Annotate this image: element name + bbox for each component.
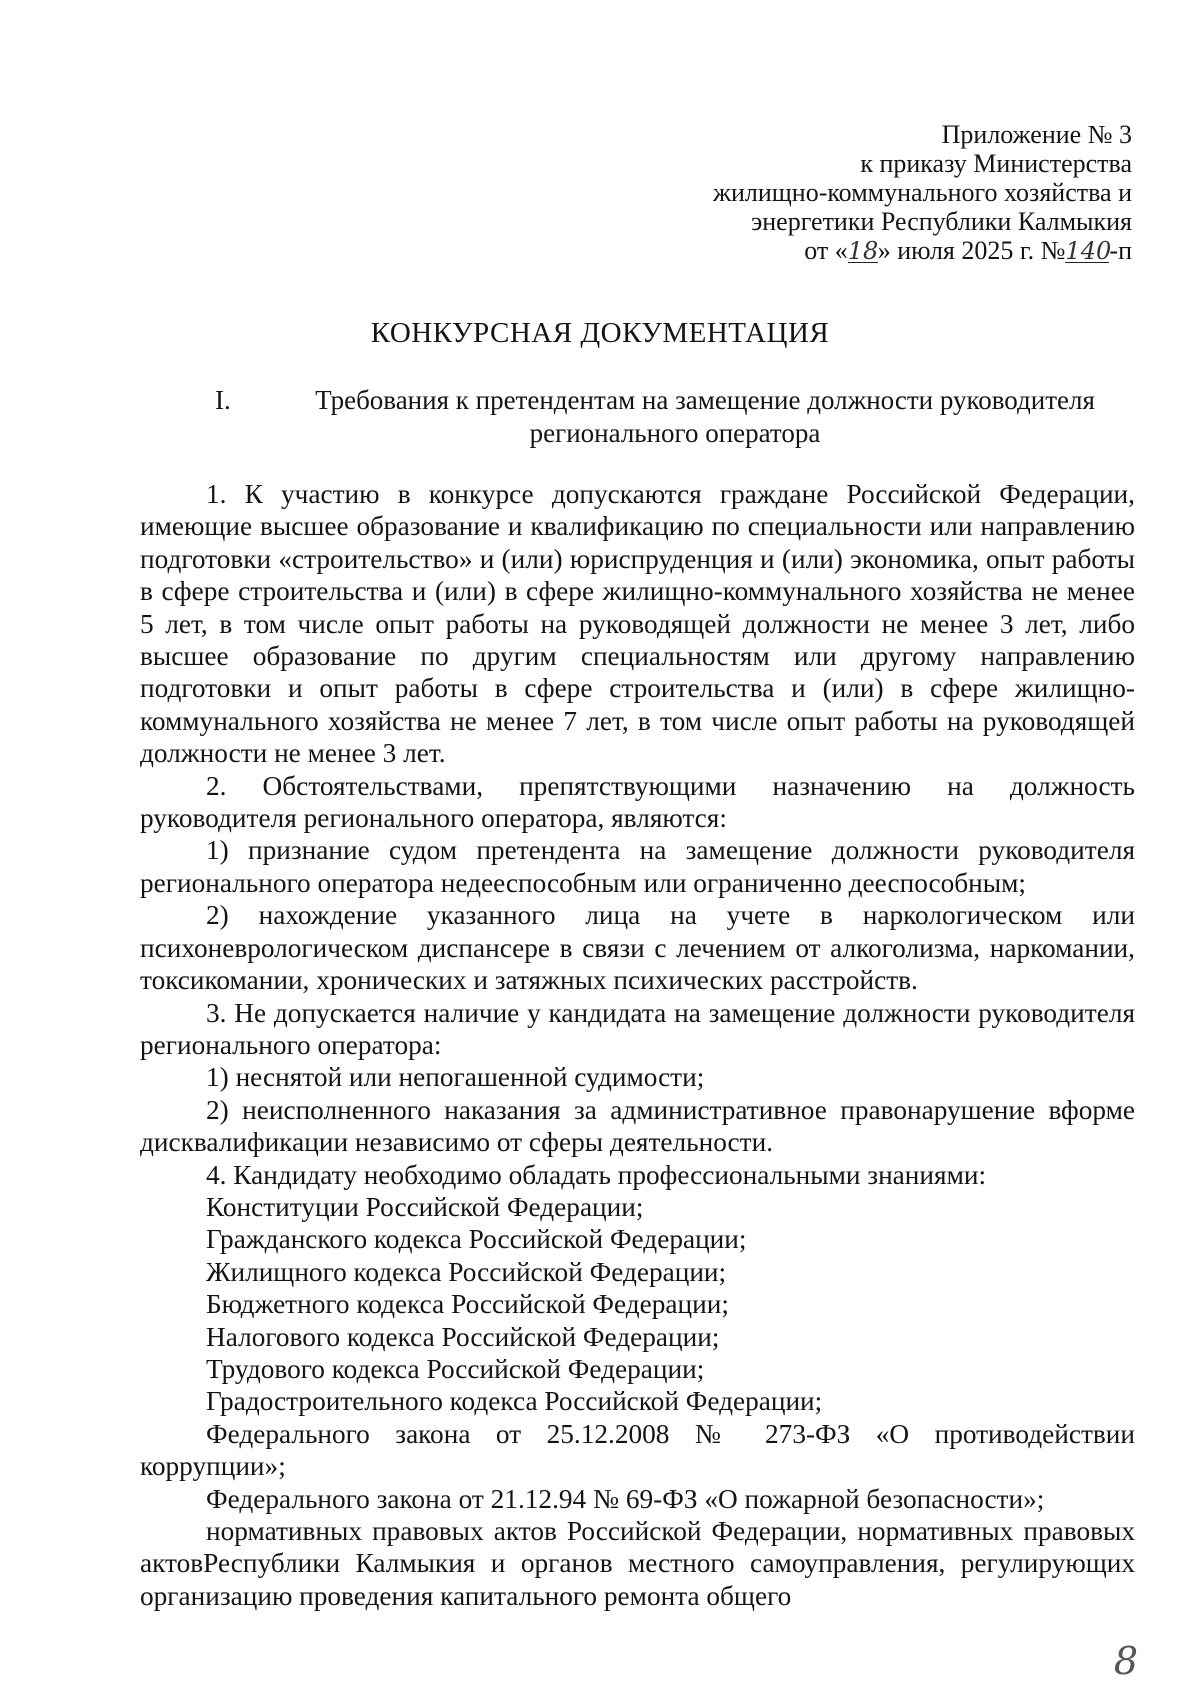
paragraph: 1. К участию в конкурсе допускаются граждане Российской Федерации, имеющие высшее образование и квалификацию по специальности или направлению подготовки «строительство» и (или) юриспруденция и (или) экономика, опыт работы в сфере строительства и (или) в сфере жилищно-коммунального хозяйства не менее 5 лет, в том числе опыт работы на руководящей должности не менее 3 лет, либо высшее образование по другим специальностям или другому направлению подготовки и опыт работы в сфере строительства и (или) в сфере жилищно-коммунального хозяйства не менее 7 лет, в том числе опыт работы на руководящей должности не менее 3 лет. (140, 479, 1135, 769)
document-title: КОНКУРСНАЯ ДОКУМЕНТАЦИЯ (370, 317, 830, 349)
paragraph: 2) нахождение указанного лица на учете в наркологическом или психоневрологическом диспансере в связи с лечением от алкоголизма, наркомании, токсикомании, хронических и затяжных психических расстройств. (140, 900, 1135, 996)
paragraph: нормативных правовых актов Российской Федерации, нормативных правовых актовРеспублики Калмыкия и органов местного самоуправления, регулирующих организацию проведения капитального ремонта общего (140, 1516, 1135, 1611)
header-line: Приложение № 3 (941, 120, 1132, 149)
handwritten-date-day: 18 (847, 237, 879, 265)
paragraph: Конституции Российской Федерации; (206, 1191, 644, 1222)
paragraph: 4. Кандидату необходимо обладать профессиональными знаниями: (206, 1159, 987, 1190)
order-date-line (713, 236, 1132, 265)
section-heading-text (215, 384, 1135, 450)
date-prefix: от « (804, 236, 848, 265)
paragraph: Федерального закона от 25.12.2008 № 273-ФЗ «О противодействии коррупции»; (140, 1418, 1135, 1482)
header-line: энергетики Республики Калмыкия (751, 207, 1132, 236)
handwritten-page-number: 8 (1113, 1639, 1138, 1683)
section-heading (215, 384, 1135, 450)
paragraph: 2) неисполненного наказания за административное правонарушение вформе дисквалификации независимо от сферы деятельности. (140, 1094, 1135, 1158)
section-heading-line: Требования к претендентам на замещение должности руководителя (315, 385, 1095, 415)
paragraph: 1) признание судом претендента на замещение должности руководителя регионального оператора недееспособным или ограниченно дееспособным; (140, 835, 1135, 898)
paragraph: Жилищного кодекса Российской Федерации; (206, 1256, 727, 1287)
paragraph: Трудового кодекса Российской Федерации; (206, 1353, 705, 1384)
appendix-header (713, 120, 1132, 265)
paragraph: Федерального закона от 21.12.94 № 69-ФЗ «О пожарной безопасности»; (206, 1483, 1045, 1514)
paragraph: Гражданского кодекса Российской Федерации; (206, 1224, 747, 1255)
handwritten-order-number: 140 (1065, 237, 1112, 265)
paragraph: Бюджетного кодекса Российской Федерации; (206, 1289, 729, 1320)
date-middle: » июля 2025 г. № (877, 236, 1066, 265)
header-line: к приказу Министерства (860, 149, 1132, 178)
header-line: жилищно-коммунального хозяйства и (713, 178, 1132, 207)
paragraph: 2. Обстоятельствами, препятствующими назначению на должность руководителя регионального оператора, являются: (140, 770, 1135, 834)
paragraph: Налогового кодекса Российской Федерации; (206, 1321, 720, 1352)
paragraph: 1) неснятой или непогашенной судимости; (206, 1062, 705, 1093)
order-suffix: -п (1109, 236, 1132, 265)
paragraph: Градостроительного кодекса Российской Федерации; (206, 1386, 823, 1417)
document-body (140, 478, 1135, 1612)
section-heading-line: регионального оператора (529, 418, 821, 448)
paragraph: 3. Не допускается наличие у кандидата на замещение должности руководителя регионального оператора: (140, 997, 1135, 1060)
section-number: I. (215, 385, 231, 415)
